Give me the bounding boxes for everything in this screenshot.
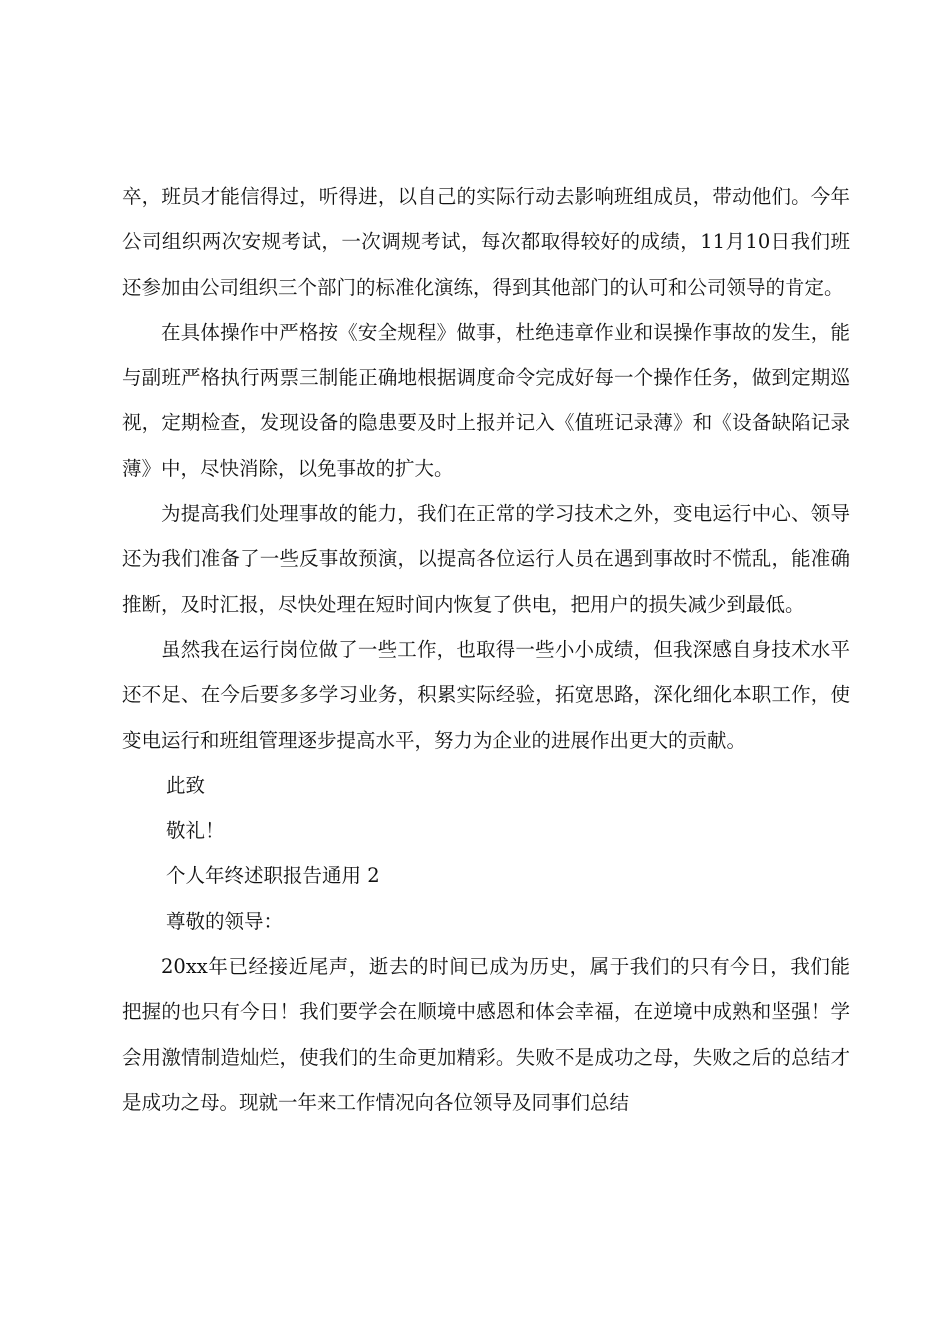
salute-line: 敬礼！ [166,819,225,843]
greeting-line: 尊敬的领导： [166,909,284,933]
paragraph-continuation: 卒，班员才能信得过，听得进，以自己的实际行动去影响班组成员，带动他们。今年公司组织两次安规考试，一次调规考试，每次都取得较好的成绩，11月10日我们班还参加由公司组织三个部门的标准化演练，得到其他部门的认可和公司领导的肯定。 [122,185,850,299]
document-body [122,174,850,1125]
section-title: 个人年终述职报告通用 2 [166,864,380,888]
paragraph-safety-rules: 在具体操作中严格按《安全规程》做事，杜绝违章作业和误操作事故的发生，能与副班严格执行两票三制能正确地根据调度命令完成好每一个操作任务，做到定期巡视，定期检查，发现设备的隐患要及时上报并记入《值班记录薄》和《设备缺陷记录薄》中，尽快消除，以免事故的扩大。 [122,320,850,480]
paragraph-intro: 20xx年已经接近尾声，逝去的时间已成为历史，属于我们的只有今日，我们能把握的也只有今日！我们要学会在顺境中感恩和体会幸福，在逆境中成熟和坚强！学会用激情制造灿烂，使我们的生命更加精彩。失败不是成功之母，失败之后的总结才是成功之母。现就一年来工作情况向各位领导及同事们总结 [122,955,850,1114]
closing-line: 此致 [166,773,206,797]
paragraph-accident-drills: 为提高我们处理事故的能力，我们在正常的学习技术之外，变电运行中心、领导还为我们准备了一些反事故预演，以提高各位运行人员在遇到事故时不慌乱，能准确推断，及时汇报，尽快处理在短时间内恢复了供电，把用户的损失减少到最低。 [122,502,850,616]
paragraph-self-assessment: 虽然我在运行岗位做了一些工作，也取得一些小小成绩，但我深感自身技术水平还不足、在今后要多多学习业务，积累实际经验，拓宽思路，深化细化本职工作，使变电运行和班组管理逐步提高水平，努力为企业的进展作出更大的贡献。 [122,637,850,752]
